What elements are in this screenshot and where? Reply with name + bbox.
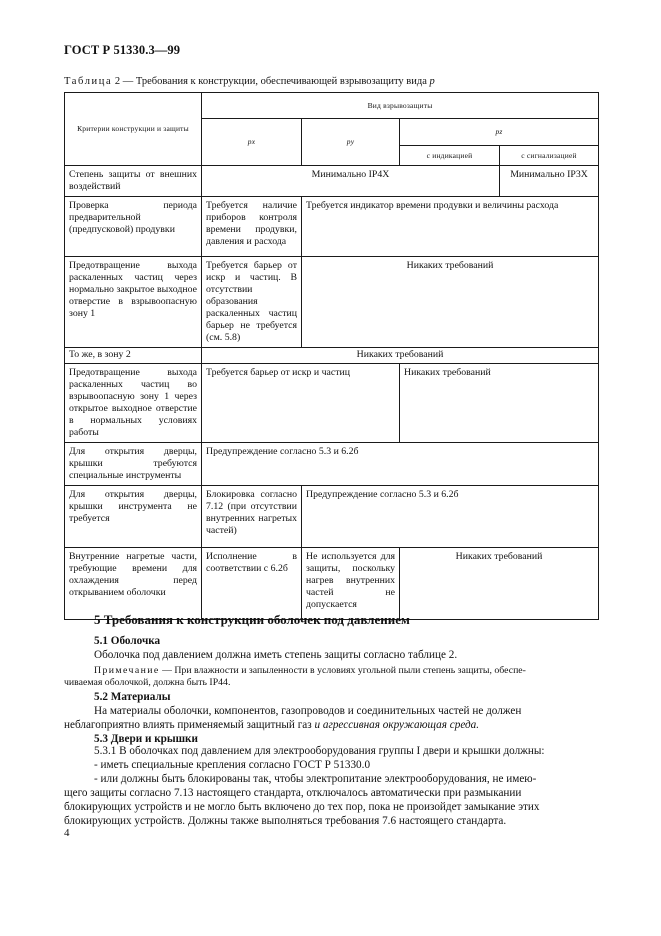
table-row	[65, 486, 599, 548]
header-pz-alarm: с сигнализацией	[500, 146, 599, 166]
row-value: Не используется для защиты, поскольку нагрев внутренних частей не допускается	[302, 548, 400, 620]
row-criterion: Предотвращение выхода раскаленных частиц во взрывоопасную зону 1 через открытое выходное отверстие в нормальных условиях работы	[65, 364, 202, 443]
table-caption-suffix: p	[429, 76, 435, 87]
row-criterion: Для открытия дверцы, крышки инструмента не требуется	[65, 486, 202, 548]
row-value: Предупреждение согласно 5.3 и 6.2б	[202, 443, 599, 486]
header-pz-indication: с индикацией	[400, 146, 500, 166]
note-line-2: чиваемая оболочкой, должна быть IP44.	[64, 677, 231, 688]
table-row	[65, 548, 599, 620]
row-value: Никаких требований	[302, 257, 599, 348]
header-protection-type: Вид взрывозащиты	[202, 93, 599, 119]
table-caption-text: 2 — Требования к конструкции, обеспечивающей взрывозащиту вида	[114, 76, 427, 87]
section-5-3-1-line-3: - или должны быть блокированы так, чтобы электропитание электрооборудования, не имею-	[94, 773, 537, 785]
section-5-2-title: 5.2 Материалы	[94, 691, 171, 703]
header-pz: pz	[400, 119, 599, 146]
header-criteria: Критерии конструкции и защиты	[65, 93, 202, 166]
section-5-3-1-line-2: - иметь специальные крепления согласно ГОСТ Р 51330.0	[94, 759, 371, 771]
section-5-3-1-line-5: блокирующих устройств и не могло быть включено до тех пор, пока не произойдет замыкание этих	[64, 801, 540, 813]
table-row	[65, 257, 599, 348]
section-5-2-line-2-b: и агрессивная окружающая среда.	[314, 719, 480, 731]
table-caption	[64, 76, 435, 87]
row-value: Никаких требований	[400, 364, 599, 443]
row-value: Никаких требований	[202, 348, 599, 364]
header-py: py	[302, 119, 400, 166]
table-row	[65, 348, 599, 364]
row-criterion: Проверка периода предварительной (предпусковой) продувки	[65, 197, 202, 257]
note-text: — При влажности и запыленности в условиях угольной пыли степень защиты, обеспе-	[162, 665, 526, 676]
section-5-title: 5 Требования к конструкции оболочек под давлением	[94, 612, 410, 627]
row-criterion: Внутренние нагретые части, требующие времени для охлаждения перед открыванием оболочки	[65, 548, 202, 620]
requirements-table	[64, 92, 599, 620]
section-5-1-text: Оболочка под давлением должна иметь степень защиты согласно таблице 2.	[94, 649, 458, 661]
section-5-3-1-line-1: 5.3.1 В оболочках под давлением для электрооборудования группы I двери и крышки должны:	[94, 745, 545, 757]
row-value: Требуется барьер от искр и частиц	[202, 364, 400, 443]
row-value: Исполнение в соответствии с 6.2б	[202, 548, 302, 620]
section-5-3-title: 5.3 Двери и крышки	[94, 733, 198, 745]
section-5-2-line-2-a: неблагоприятно влиять применяемый защитный газ	[64, 719, 312, 731]
header-px: px	[202, 119, 302, 166]
row-criterion: Степень защиты от внешних воздействий	[65, 166, 202, 197]
page-number: 4	[64, 827, 70, 839]
row-value: Требуется наличие приборов контроля времени продувки, давления и расхода	[202, 197, 302, 257]
row-criterion: Предотвращение выхода раскаленных частиц через нормально закрытое выходное отверстие в взрывоопасную зону 1	[65, 257, 202, 348]
table-row	[65, 166, 599, 197]
row-value: Минимально IP4X	[202, 166, 500, 197]
row-criterion: То же, в зону 2	[65, 348, 202, 364]
table-row	[65, 364, 599, 443]
section-5-1-title: 5.1 Оболочка	[94, 635, 161, 647]
standard-header: ГОСТ Р 51330.3—99	[64, 43, 181, 57]
row-criterion: Для открытия дверцы, крышки требуются специальные инструменты	[65, 443, 202, 486]
section-5-2-line-1: На материалы оболочки, компонентов, газопроводов и соединительных частей не должен	[94, 705, 522, 717]
section-5-2-line-2	[64, 718, 479, 732]
table-row	[65, 197, 599, 257]
row-value: Блокировка согласно 7.12 (при отсутствии внутренних нагретых частей)	[202, 486, 302, 548]
section-5-3-1-line-6: блокирующих устройств. Должны также выполняться требования 7.6 настоящего стандарта.	[64, 815, 507, 827]
row-value: Требуется барьер от искр и частиц. В отсутствии образования раскаленных частиц барьер не требуется (см. 5.8)	[202, 257, 302, 348]
row-value: Никаких требований	[400, 548, 599, 620]
table-row	[65, 443, 599, 486]
note-label: Примечание	[94, 665, 160, 676]
row-value: Требуется индикатор времени продувки и величины расхода	[302, 197, 599, 257]
table-caption-label: Таблица	[64, 76, 113, 87]
section-5-3-1-line-4: щего защиты согласно 7.13 настоящего стандарта, отключалось автоматически при размыкании	[64, 787, 522, 799]
row-value: Предупреждение согласно 5.3 и 6.2б	[302, 486, 599, 548]
row-value: Минимально IP3X	[500, 166, 599, 197]
